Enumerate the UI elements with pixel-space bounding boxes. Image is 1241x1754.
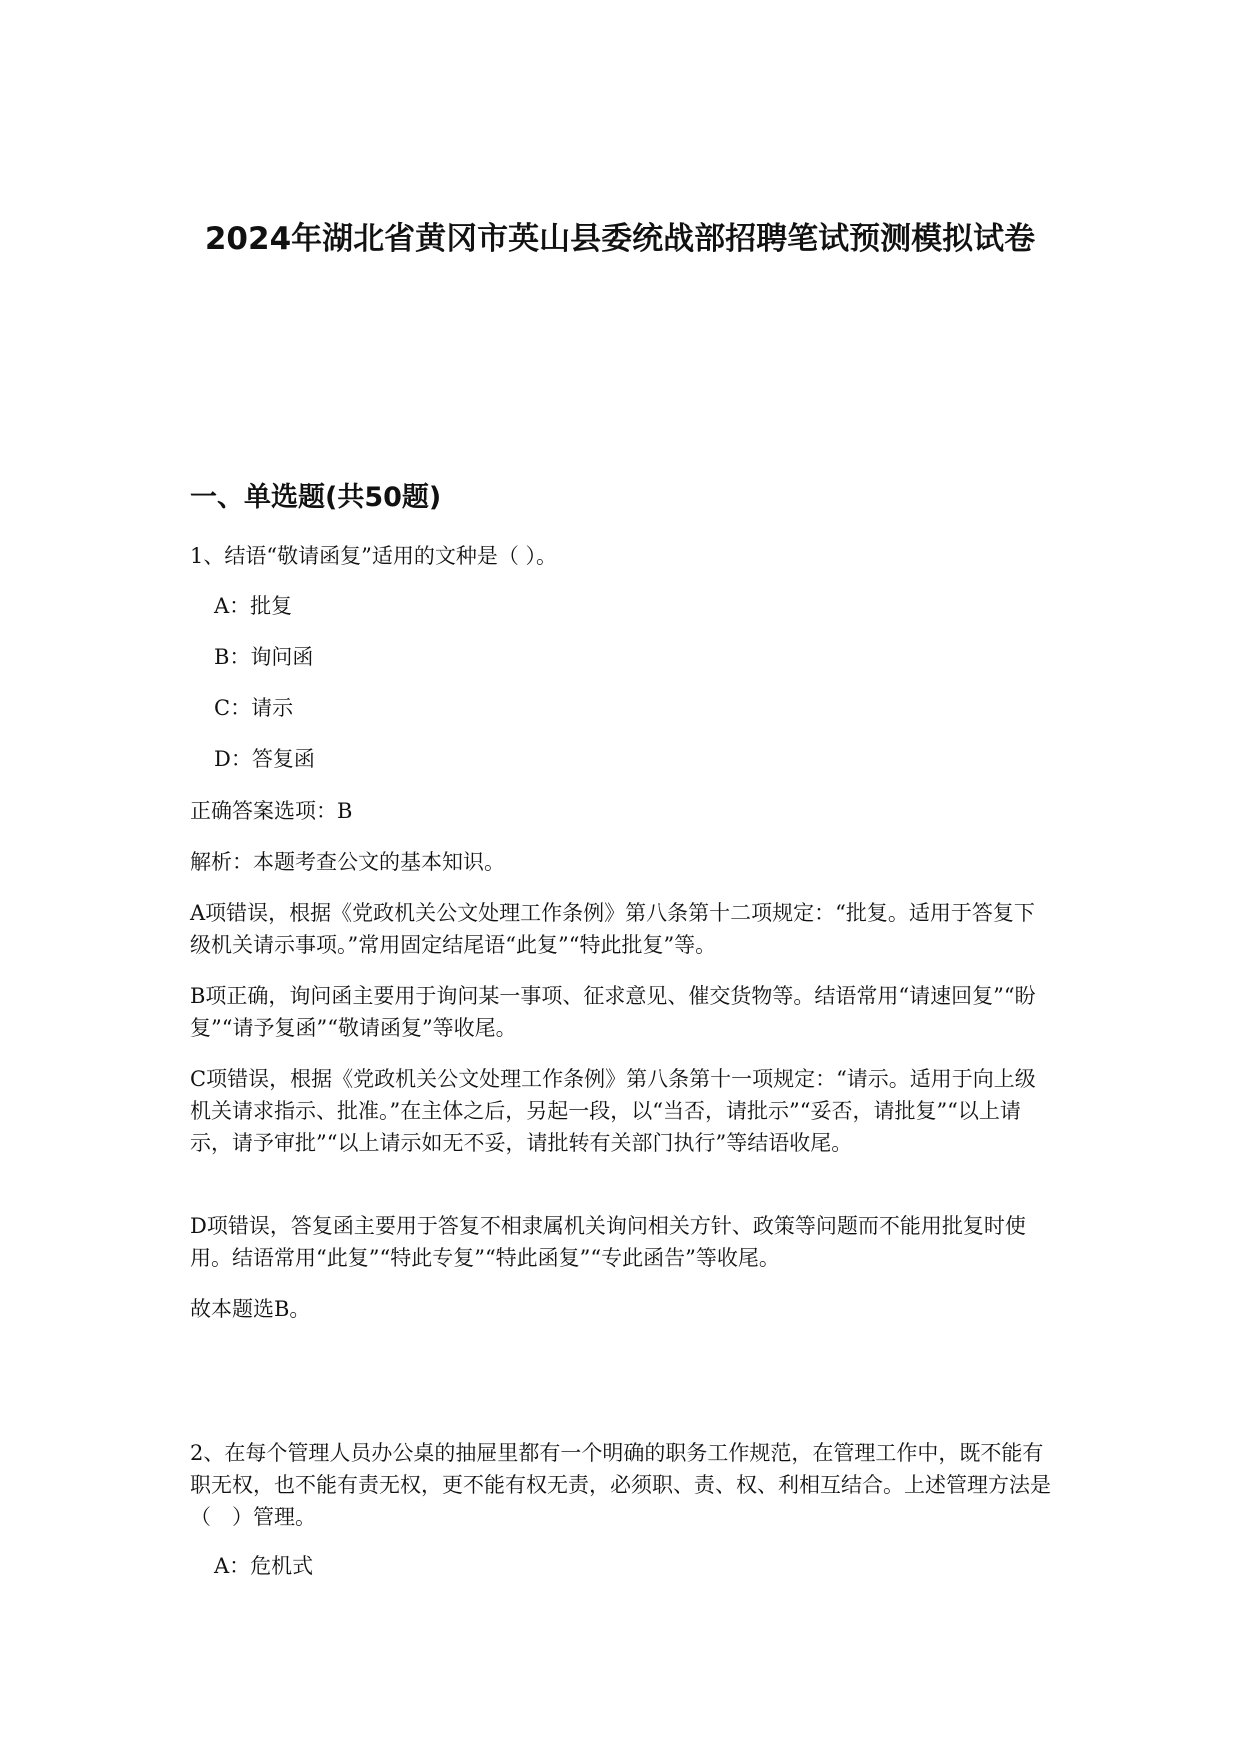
question-2-stem: 2、在每个管理人员办公桌的抽屉里都有一个明确的职务工作规范，在管理工作中，既不能有职无权，也不能有责无权，更不能有权无责，必须职、责、权、利相互结合。上述管理方法是（ ）管理。	[190, 1441, 1051, 1529]
question-1-option-b: B：询问函	[214, 645, 314, 669]
question-1-conclusion: 故本题选B。	[190, 1297, 311, 1321]
question-1-analysis-c: C项错误，根据《党政机关公文处理工作条例》第八条第十一项规定：“请示。适用于向上级机关请求指示、批准。”在主体之后，另起一段，以“当否，请批示”“妥否，请批复”“以上请示，请予审批”“以上请示如无不妥，请批转有关部门执行”等结语收尾。	[190, 1067, 1036, 1155]
question-1-analysis-a: A项错误，根据《党政机关公文处理工作条例》第八条第十二项规定：“批复。适用于答复下级机关请示事项。”常用固定结尾语“此复”“特此批复”等。	[190, 901, 1035, 957]
question-1-analysis-b: B项正确，询问函主要用于询问某一事项、征求意见、催交货物等。结语常用“请速回复”“盼复”“请予复函”“敬请函复”等收尾。	[190, 984, 1036, 1040]
section-heading: 一、单选题(共50题)	[190, 482, 442, 513]
question-1-answer: 正确答案选项：B	[190, 799, 353, 823]
question-1-option-d: D：答复函	[214, 747, 315, 771]
question-2-option-a: A：危机式	[214, 1554, 314, 1578]
question-1-analysis-d: D项错误，答复函主要用于答复不相隶属机关询问相关方针、政策等问题而不能用批复时使用。结语常用“此复”“特此专复”“特此函复”“专此函告”等收尾。	[190, 1214, 1026, 1270]
document-title: 2024年湖北省黄冈市英山县委统战部招聘笔试预测模拟试卷	[204, 221, 1036, 257]
question-1-option-c: C：请示	[214, 696, 294, 720]
question-1-stem: 1、结语“敬请函复”适用的文种是（ ）。	[190, 544, 558, 568]
question-1-analysis-intro: 解析：本题考查公文的基本知识。	[190, 850, 505, 874]
question-1-option-a: A：批复	[214, 594, 293, 618]
